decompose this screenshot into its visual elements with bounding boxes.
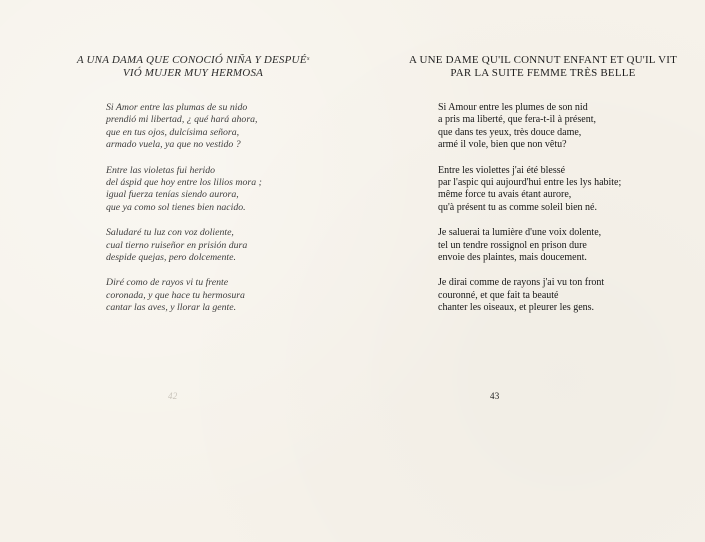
stanza [106,277,262,314]
page-number: 42 [168,391,178,401]
verse: cual tierno ruiseñor en prisión dura [106,239,248,251]
stanza [106,102,262,152]
verse: que ya como sol tienes bien nacido. [106,201,246,213]
title-line: A UNA DAMA QUE CONOCIÓ NIÑA Y DESPUÉˢ [76,54,310,66]
verse: Si Amour entre les plumes de son nid [438,102,588,113]
verse: Entre les violettes j'ai été blessé [438,164,566,176]
right-page [352,0,705,542]
stanza [106,165,262,215]
page-number: 43 [490,391,500,401]
poem-text-spanish [106,102,262,328]
verse: même force tu avais étant aurore, [438,189,572,201]
verse: igual fuerza tenías siendo aurora, [106,189,239,201]
title-line: A UNE DAME QU'IL CONNUT ENFANT ET QU'IL VIT [409,54,677,66]
stanza [106,227,262,264]
verse: que en tus ojos, dulcísima señora, [106,126,240,138]
stanza [438,165,621,215]
verse: que dans tes yeux, très douce dame, [438,126,582,138]
poem-title-spanish [58,54,328,80]
title-line: PAR LA SUITE FEMME TRÈS BELLE [450,67,636,79]
poem-title-french [404,54,682,80]
verse: couronné, et que fait ta beauté [438,289,559,301]
stanza [438,227,621,264]
verse: Saludaré tu luz con voz doliente, [106,227,234,239]
stanza [438,277,621,314]
title-line: VIÓ MUJER MUY HERMOSA [122,67,264,79]
verse: chanter les oiseaux, et pleurer les gens. [438,302,595,314]
verse: tel un tendre rossignol en prison dure [438,239,587,251]
verse: qu'à présent tu as comme soleil bien né. [438,201,597,213]
poem-text-french [438,102,621,328]
stanza [438,102,621,152]
verse: del áspid que hoy entre los lilios mora ; [106,177,262,189]
verse: despide quejas, pero dolcemente. [106,252,236,264]
verse: Entre las violetas fui herido [106,164,216,176]
left-page [0,0,352,542]
verse: armado vuela, ya que no vestido ? [106,139,241,151]
verse: Si Amor entre las plumas de su nido [106,102,248,113]
verse: Je dirai comme de rayons j'ai vu ton front [438,277,605,289]
verse: envoie des plaintes, mais doucement. [438,252,587,264]
verse: coronada, y que hace tu hermosura [106,289,245,301]
verse: Je saluerai ta lumière d'une voix dolente, [438,227,602,239]
verse: armé il vole, bien que non vêtu? [438,139,567,151]
verse: cantar las aves, y llorar la gente. [106,302,237,314]
verse: prendió mi libertad, ¿ qué hará ahora, [106,114,258,126]
verse: Diré como de rayos vi tu frente [106,277,229,289]
verse: a pris ma liberté, que fera-t-il à présent, [438,114,596,126]
verse: par l'aspic qui aujourd'hui entre les lys habite; [438,177,622,189]
